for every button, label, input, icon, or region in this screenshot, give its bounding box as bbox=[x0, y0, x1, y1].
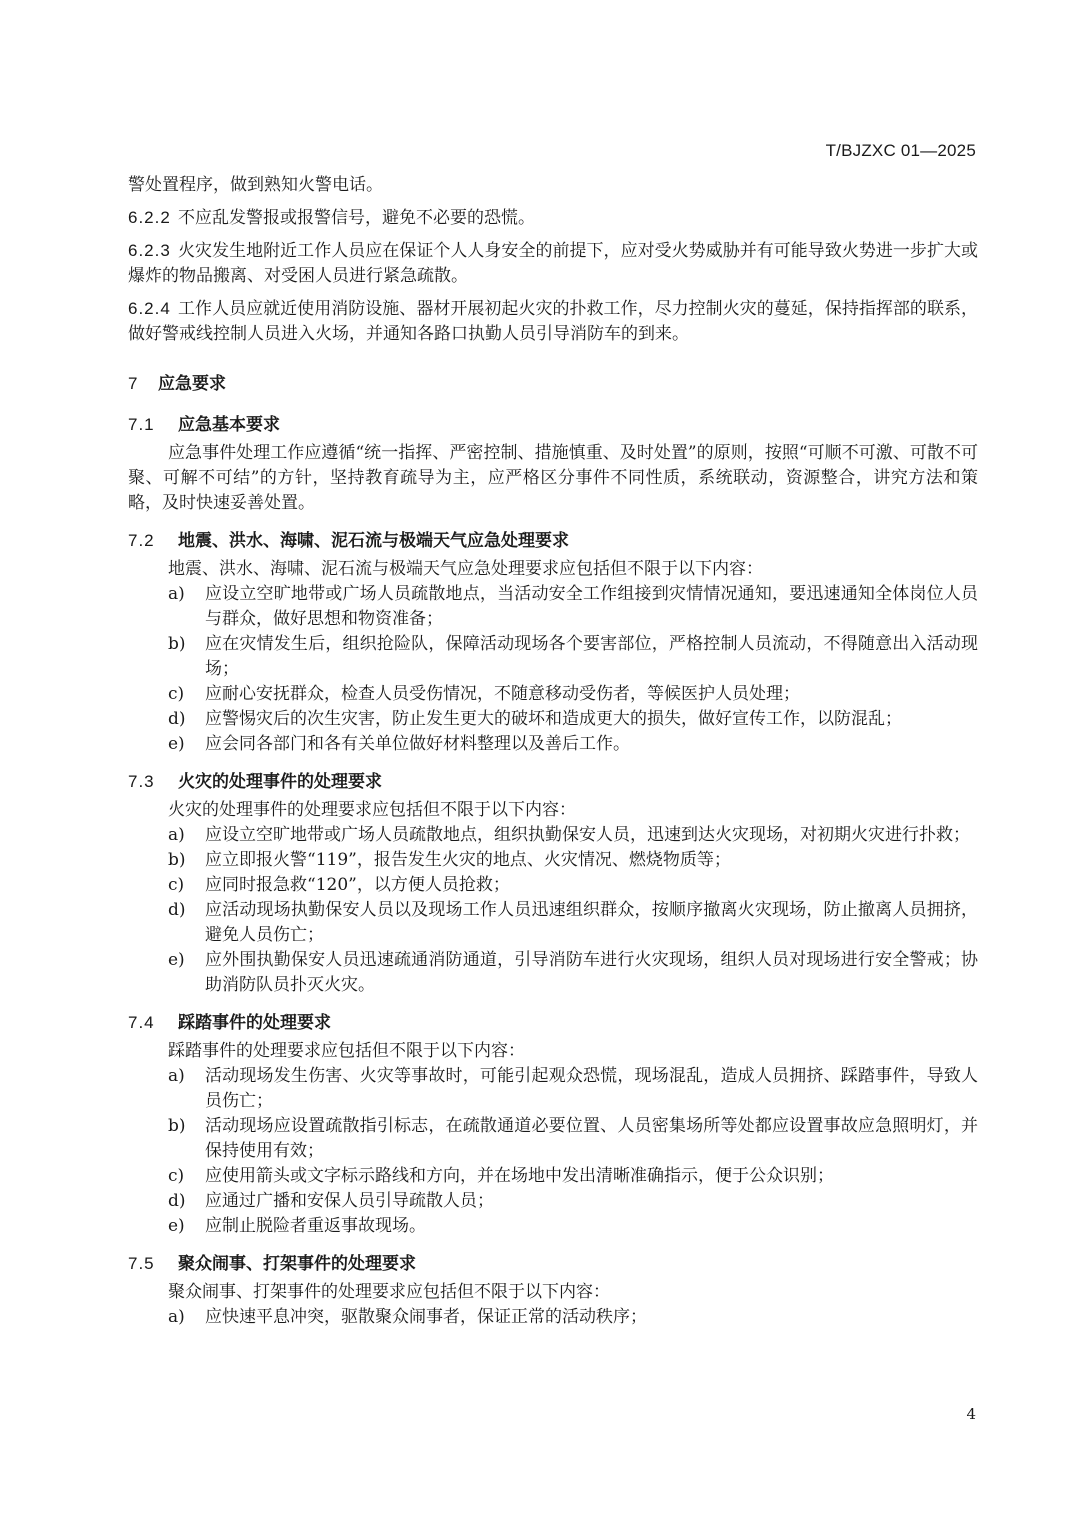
page-number: 4 bbox=[966, 1405, 976, 1423]
list-item-text: 活动现场发生伤害、火灾等事故时，可能引起观众恐慌，现场混乱，造成人员拥挤、踩踏事件，导致人员伤亡； bbox=[205, 1066, 978, 1111]
list-marker: a) bbox=[168, 584, 185, 604]
list-marker: e) bbox=[168, 950, 185, 970]
section-title: 应急要求 bbox=[158, 374, 226, 393]
continued-paragraph: 警处置程序，做到熟知火警电话。 bbox=[128, 175, 383, 195]
list-item-text: 应在灾情发生后，组织抢险队，保障活动现场各个要害部位，严格控制人员流动，不得随意出入活动现场； bbox=[205, 634, 978, 679]
list-item bbox=[128, 632, 978, 682]
section-7-3-heading bbox=[128, 769, 978, 794]
section-number: 7.3 bbox=[128, 772, 155, 791]
section-7-2-list bbox=[128, 582, 978, 757]
list-item-text: 活动现场应设置疏散指引标志，在疏散通道必要位置、人员密集场所等处都应设置事故应急照明灯，并保持使用有效； bbox=[205, 1116, 978, 1161]
list-item bbox=[128, 898, 978, 948]
list-item-text: 应使用箭头或文字标示路线和方向，并在场地中发出清晰准确指示，便于公众识别； bbox=[205, 1166, 834, 1186]
list-marker: b) bbox=[168, 1116, 186, 1136]
section-7-5-lead: 聚众闹事、打架事件的处理要求应包括但不限于以下内容： bbox=[168, 1282, 610, 1302]
list-item-text: 应立即报火警“119”，报告发生火灾的地点、火灾情况、燃烧物质等； bbox=[205, 850, 731, 870]
section-7-1-heading bbox=[128, 412, 978, 437]
list-item bbox=[128, 732, 978, 757]
clause-text: 工作人员应就近使用消防设施、器材开展初起火灾的扑救工作，尽力控制火灾的蔓延，保持指挥部的联系，做好警戒线控制人员进入火场，并通知各路口执勤人员引导消防车的到来。 bbox=[128, 299, 978, 344]
list-marker: a) bbox=[168, 1066, 185, 1086]
section-7-2-heading bbox=[128, 528, 978, 553]
section-7-5-heading bbox=[128, 1251, 978, 1276]
section-number: 7 bbox=[128, 374, 138, 393]
list-item-text: 应警惕灾后的次生灾害，防止发生更大的破坏和造成更大的损失，做好宣传工作，以防混乱； bbox=[205, 709, 902, 729]
list-marker: d) bbox=[168, 900, 186, 920]
list-item-text: 应耐心安抚群众，检查人员受伤情况，不随意移动受伤者，等候医护人员处理； bbox=[205, 684, 800, 704]
list-item-text: 应制止脱险者重返事故现场。 bbox=[205, 1216, 426, 1236]
section-7-1-text: 应急事件处理工作应遵循“统一指挥、严密控制、措施慎重、及时处置”的原则，按照“可顺不可激、可散不可聚、可解不可结”的方针，坚持教育疏导为主，应严格区分事件不同性质，系统联动，资源整合，讲究方法和策略，及时快速妥善处置。 bbox=[128, 443, 978, 513]
section-7-5-list bbox=[128, 1305, 978, 1330]
clause-number: 6.2.3 bbox=[128, 241, 171, 260]
clause-6-2-2 bbox=[128, 205, 978, 231]
list-item bbox=[128, 823, 978, 848]
section-7-4-heading bbox=[128, 1010, 978, 1035]
section-number: 7.4 bbox=[128, 1013, 155, 1032]
list-item bbox=[128, 873, 978, 898]
clause-number: 6.2.4 bbox=[128, 299, 171, 318]
list-item bbox=[128, 682, 978, 707]
list-marker: d) bbox=[168, 709, 186, 729]
list-item-text: 应快速平息冲突，驱散聚众闹事者，保证正常的活动秩序； bbox=[205, 1307, 647, 1327]
section-title: 火灾的处理事件的处理要求 bbox=[178, 772, 382, 791]
list-item bbox=[128, 1114, 978, 1164]
list-marker: a) bbox=[168, 1307, 185, 1327]
list-marker: e) bbox=[168, 734, 185, 754]
section-title: 地震、洪水、海啸、泥石流与极端天气应急处理要求 bbox=[178, 531, 569, 550]
clause-6-2-4 bbox=[128, 296, 978, 347]
list-item bbox=[128, 848, 978, 873]
section-7-4-lead: 踩踏事件的处理要求应包括但不限于以下内容： bbox=[168, 1041, 525, 1061]
list-marker: a) bbox=[168, 825, 185, 845]
section-number: 7.1 bbox=[128, 415, 155, 434]
list-item-text: 应同时报急救“120”，以方便人员抢救； bbox=[205, 875, 510, 895]
list-item-text: 应会同各部门和各有关单位做好材料整理以及善后工作。 bbox=[205, 734, 630, 754]
list-marker: c) bbox=[168, 1166, 185, 1186]
list-item bbox=[128, 1189, 978, 1214]
list-item-text: 应活动现场执勤保安人员以及现场工作人员迅速组织群众，按顺序撤离火灾现场，防止撤离人员拥挤，避免人员伤亡； bbox=[205, 900, 978, 945]
list-item bbox=[128, 1305, 978, 1330]
section-7-2-lead: 地震、洪水、海啸、泥石流与极端天气应急处理要求应包括但不限于以下内容： bbox=[168, 559, 763, 579]
section-7-heading bbox=[128, 371, 978, 396]
section-title: 应急基本要求 bbox=[178, 415, 280, 434]
list-marker: c) bbox=[168, 875, 185, 895]
list-item-text: 应设立空旷地带或广场人员疏散地点，当活动安全工作组接到灾情情况通知，要迅速通知全体岗位人员与群众，做好思想和物资准备； bbox=[205, 584, 978, 629]
section-number: 7.2 bbox=[128, 531, 155, 550]
clause-6-2-3 bbox=[128, 238, 978, 289]
list-marker: e) bbox=[168, 1216, 185, 1236]
list-item-text: 应通过广播和安保人员引导疏散人员； bbox=[205, 1191, 494, 1211]
section-7-4-list bbox=[128, 1064, 978, 1239]
section-7-3-lead: 火灾的处理事件的处理要求应包括但不限于以下内容： bbox=[168, 800, 576, 820]
section-title: 聚众闹事、打架事件的处理要求 bbox=[178, 1254, 416, 1273]
section-number: 7.5 bbox=[128, 1254, 155, 1273]
document-code: T/BJZXC 01—2025 bbox=[825, 141, 976, 160]
list-marker: b) bbox=[168, 634, 186, 654]
list-item bbox=[128, 1164, 978, 1189]
clause-number: 6.2.2 bbox=[128, 208, 171, 227]
section-7-3-list bbox=[128, 823, 978, 998]
list-item bbox=[128, 582, 978, 632]
list-item bbox=[128, 707, 978, 732]
list-item-text: 应设立空旷地带或广场人员疏散地点，组织执勤保安人员，迅速到达火灾现场，对初期火灾进行扑救； bbox=[205, 825, 970, 845]
list-marker: c) bbox=[168, 684, 185, 704]
list-item bbox=[128, 1064, 978, 1114]
body-text bbox=[128, 173, 978, 1330]
list-marker: d) bbox=[168, 1191, 186, 1211]
list-marker: b) bbox=[168, 850, 186, 870]
list-item-text: 应外围执勤保安人员迅速疏通消防通道，引导消防车进行火灾现场，组织人员对现场进行安全警戒；协助消防队员扑灭火灾。 bbox=[205, 950, 978, 995]
section-title: 踩踏事件的处理要求 bbox=[178, 1013, 331, 1032]
clause-text: 不应乱发警报或报警信号，避免不必要的恐慌。 bbox=[178, 208, 535, 228]
clause-text: 火灾发生地附近工作人员应在保证个人人身安全的前提下，应对受火势威胁并有可能导致火势进一步扩大或爆炸的物品搬离、对受困人员进行紧急疏散。 bbox=[128, 241, 978, 286]
list-item bbox=[128, 948, 978, 998]
list-item bbox=[128, 1214, 978, 1239]
